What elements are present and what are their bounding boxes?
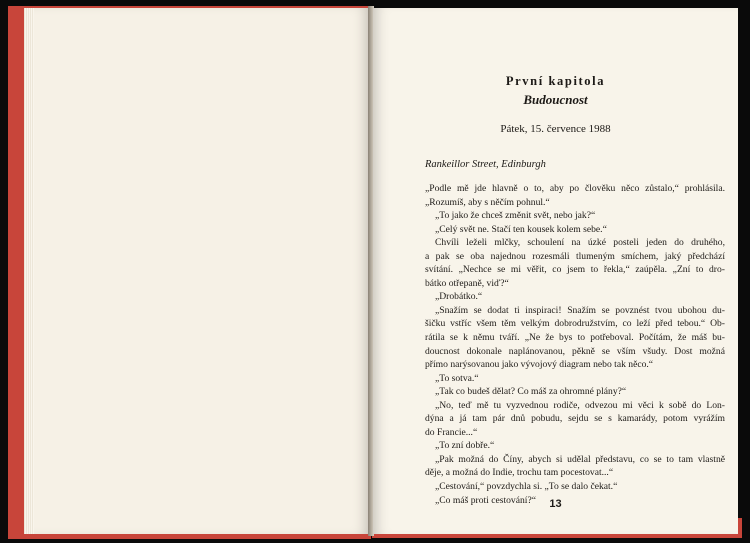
text-line: bátko otřepaně, viď?“ — [425, 277, 509, 289]
text-line: „Rozumíš, aby s něčím pohnul.“ — [425, 196, 550, 208]
text-line: „To sotva.“ — [435, 372, 479, 384]
text-line: rátila se k němu tváří. „Ne že bys to potřeboval. Počítám, že máš bu- — [425, 332, 725, 344]
text-line: „Drobátko.“ — [435, 291, 483, 303]
text-line: šičku vstříc všem těm velkým dobrodružstvím, co leží před tebou.“ Ob- — [425, 318, 725, 330]
text-line: děje, a možná do Indie, trochu tam pocestovat...“ — [425, 467, 614, 479]
text-line: přímo narýsovanou jako vývojový diagram nebo tak něco.“ — [425, 359, 654, 371]
chapter-date: Pátek, 15. července 1988 — [500, 123, 611, 135]
chapter-place: Rankeillor Street, Edinburgh — [425, 159, 546, 170]
text-line: a pak se oba najednou rozesmáli tlumeným smíchem, jaký předchází — [425, 250, 725, 262]
text-line: „Tak co budeš dělat? Co máš za ohromné plány?“ — [435, 386, 627, 398]
text-line: „Celý svět ne. Stačí ten kousek kolem sebe.“ — [435, 223, 607, 235]
chapter-label: První kapitola — [505, 74, 606, 88]
text-line: dýna a já tam pár dnů pobudu, sejdu se s kamarády, potom vyrážím — [425, 413, 725, 425]
page-stack-edge — [24, 8, 34, 534]
text-line: doucnost dokonale naplánovanou, pěkně se vším všudy. Dost možná — [425, 345, 725, 357]
text-line: „Podle mě jde hlavně o to, aby po člověku něco zůstalo,“ prohlásila. — [425, 183, 725, 194]
body-text — [425, 182, 725, 507]
left-page-blank — [24, 8, 369, 534]
text-line: svítání. „Nechce se mi věřit, co jsem to řekla,“ zaúpěla. „Zní to dro- — [425, 264, 725, 276]
text-line: „Snažím se dodat ti inspiraci! Snažím se povznést tvou ubohou du- — [435, 304, 725, 316]
text-line: „Pak možná do Číny, abych si udělal představu, co se to tam vlastně — [435, 453, 725, 465]
page-number: 13 — [549, 498, 562, 510]
text-line: do Francie...“ — [425, 426, 478, 438]
text-line: „To jako že chceš změnit svět, nebo jak?“ — [435, 210, 596, 222]
text-line: „Cestování,“ povzdychla si. „To se dalo čekat.“ — [435, 481, 618, 493]
text-line: Chvíli leželi mlčky, schoulení na úzké posteli jeden do druhého, — [435, 237, 725, 249]
chapter-title: Budoucnost — [523, 92, 588, 107]
text-line: „Co máš proti cestování?“ — [435, 494, 536, 506]
text-line: „To zní dobře.“ — [435, 440, 495, 452]
right-page — [373, 8, 738, 534]
text-line: „No, teď mě tu vyzvednou rodiče, odvezou mi věci k sobě do Lon- — [435, 399, 725, 411]
